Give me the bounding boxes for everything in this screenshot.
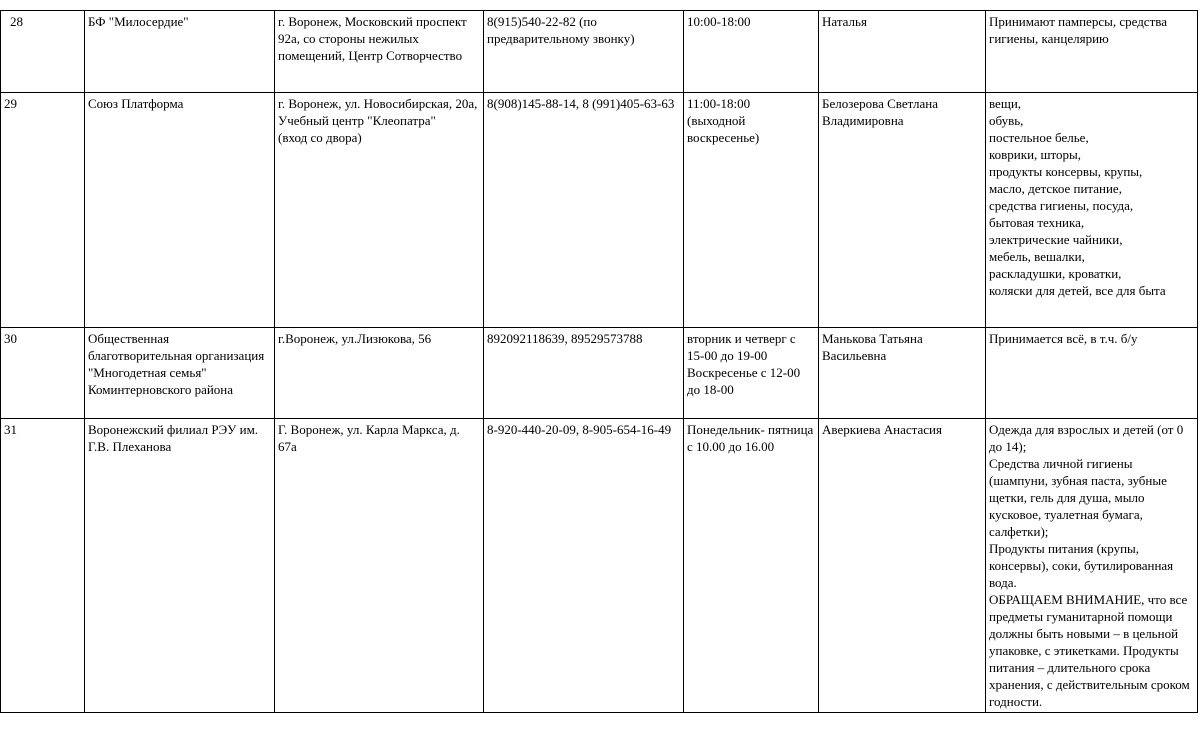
phone-cell: 8(908)145-88-14, 8 (991)405-63-63 (484, 93, 684, 328)
table-row (1, 419, 1198, 713)
row-number-cell: 30 (1, 328, 85, 419)
hours-cell: 11:00-18:00 (выходной воскресенье) (684, 93, 819, 328)
organization-cell: БФ "Милосердие" (85, 11, 275, 93)
accepted-items-cell: Принимается всё, в т.ч. б/у (986, 328, 1198, 419)
phone-cell: 8-920-440-20-09, 8-905-654-16-49 (484, 419, 684, 713)
address-cell: г. Воронеж, ул. Новосибирская, 20а, Учебный центр "Клеопатра" (вход со двора) (275, 93, 484, 328)
accepted-items-cell: Принимают памперсы, средства гигиены, канцелярию (986, 11, 1198, 93)
hours-cell: 10:00-18:00 (684, 11, 819, 93)
address-cell: г.Воронеж, ул.Лизюкова, 56 (275, 328, 484, 419)
accepted-items-cell: Одежда для взрослых и детей (от 0 до 14); Средства личной гигиены (шампуни, зубная паста, зубные щетки, гель для душа, мыло кусковое, туалетная бумага, салфетки); Продукты питания (крупы, консервы), соки, бутилированная вода. ОБРАЩАЕМ ВНИМАНИЕ, что все предметы гуманитарной помощи должны быть новыми – в цельной упаковке, с этикетками. Продукты питания – длительного срока хранения, с действительным сроком годности. (986, 419, 1198, 713)
table-row (1, 328, 1198, 419)
row-number-cell: 28 (1, 11, 85, 93)
phone-cell: 8(915)540-22-82 (по предварительному звонку) (484, 11, 684, 93)
organization-cell: Воронежский филиал РЭУ им. Г.В. Плеханова (85, 419, 275, 713)
table-row (1, 11, 1198, 93)
hours-cell: вторник и четверг с 15-00 до 19-00 Воскресенье с 12-00 до 18-00 (684, 328, 819, 419)
row-number-cell: 31 (1, 419, 85, 713)
accepted-items-cell: вещи, обувь, постельное белье, коврики, шторы, продукты консервы, крупы, масло, детское питание, средства гигиены, посуда, бытовая техника, электрические чайники, мебель, вешалки, раскладушки, кроватки, коляски для детей, все для быта (986, 93, 1198, 328)
row-number-cell: 29 (1, 93, 85, 328)
organization-cell: Союз Платформа (85, 93, 275, 328)
contact-person-cell: Наталья (819, 11, 986, 93)
charity-points-table (0, 10, 1198, 713)
phone-cell: 892092118639, 89529573788 (484, 328, 684, 419)
address-cell: Г. Воронеж, ул. Карла Маркса, д. 67а (275, 419, 484, 713)
contact-person-cell: Аверкиева Анастасия (819, 419, 986, 713)
hours-cell: Понедельник- пятница с 10.00 до 16.00 (684, 419, 819, 713)
organization-cell: Общественная благотворительная организация "Многодетная семья" Коминтерновского района (85, 328, 275, 419)
table-row (1, 93, 1198, 328)
contact-person-cell: Манькова Татьяна Васильевна (819, 328, 986, 419)
address-cell: г. Воронеж, Московский проспект 92а, со стороны нежилых помещений, Центр Сотворчество (275, 11, 484, 93)
contact-person-cell: Белозерова Светлана Владимировна (819, 93, 986, 328)
